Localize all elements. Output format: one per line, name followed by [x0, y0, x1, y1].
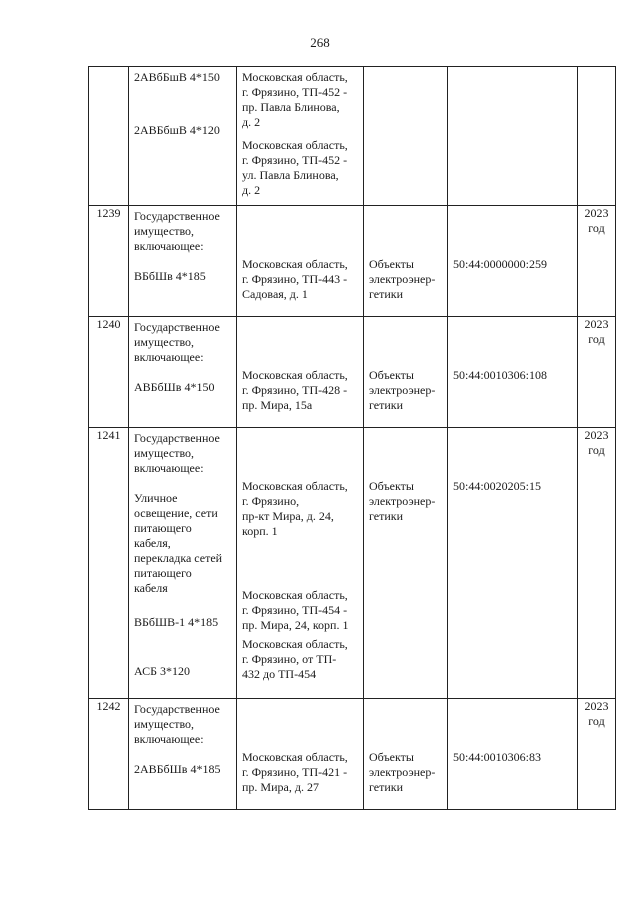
cadastral-cell — [448, 67, 578, 206]
address-cell — [237, 67, 364, 206]
year-cell — [578, 699, 616, 810]
name-cell — [129, 699, 237, 810]
address-cell — [237, 428, 364, 699]
object-address: Московская область, г. Фрязино, ТП-421 - пр. Мира, д. 27 — [242, 750, 348, 794]
row-heading: Государственное имущество, включающее: — [134, 702, 220, 746]
row-number: 1242 — [89, 699, 129, 810]
row-heading: Государственное имущество, включающее: — [134, 209, 220, 253]
year-value: 2023 год — [584, 206, 609, 235]
address-cell — [237, 317, 364, 428]
type-cell — [364, 699, 448, 810]
type-cell — [364, 67, 448, 206]
table-row — [89, 317, 616, 428]
object-type: Объекты электроэнер- гетики — [369, 257, 436, 301]
object-address: Московская область, г. Фрязино, пр-кт Мира, д. 24, корп. 1 — [242, 479, 348, 538]
name-cell — [129, 317, 237, 428]
table-row — [89, 699, 616, 810]
row-number: 1241 — [89, 428, 129, 699]
object-type: Объекты электроэнер- гетики — [369, 750, 436, 794]
object-type: Объекты электроэнер- гетики — [369, 479, 436, 523]
cadastral-number: 50:44:0010306:83 — [453, 750, 542, 764]
name-cell — [129, 206, 237, 317]
year-cell — [578, 317, 616, 428]
year-value: 2023 год — [584, 317, 609, 346]
cadastral-cell — [448, 206, 578, 317]
cadastral-cell — [448, 317, 578, 428]
cadastral-cell — [448, 428, 578, 699]
year-value: 2023 год — [584, 428, 609, 457]
type-cell — [364, 317, 448, 428]
row-heading: Государственное имущество, включающее: — [134, 320, 220, 364]
table-row-continuation — [89, 67, 616, 206]
object-name: АСБ 3*120 — [134, 664, 190, 678]
row-heading: Государственное имущество, включающее: — [134, 431, 220, 475]
object-name: ВБбШВ-1 4*185 — [134, 615, 219, 629]
type-cell — [364, 428, 448, 699]
number-cell — [89, 67, 129, 206]
object-address: Московская область, г. Фрязино, ТП-452 - ул. Павла Блинова, д. 2 — [242, 138, 348, 197]
cadastral-cell — [448, 699, 578, 810]
object-name: 2АВбБшВ 4*150 — [134, 70, 220, 84]
cadastral-number: 50:44:0000000:259 — [453, 257, 548, 271]
year-value: 2023 год — [584, 699, 609, 728]
address-cell — [237, 699, 364, 810]
object-address: Московская область, г. Фрязино, ТП-428 - пр. Мира, 15а — [242, 368, 348, 412]
year-cell — [578, 206, 616, 317]
table-row — [89, 206, 616, 317]
year-cell — [578, 428, 616, 699]
object-address: Московская область, г. Фрязино, ТП-452 - пр. Павла Блинова, д. 2 — [242, 70, 348, 129]
page-number: 268 — [310, 35, 330, 50]
table-row — [89, 428, 616, 699]
address-cell — [237, 206, 364, 317]
year-cell — [578, 67, 616, 206]
object-type: Объекты электроэнер- гетики — [369, 368, 436, 412]
property-registry-table — [88, 66, 616, 810]
object-name: ВБбШв 4*185 — [134, 269, 206, 283]
object-address: Московская область, г. Фрязино, ТП-454 - пр. Мира, 24, корп. 1 — [242, 588, 349, 632]
object-name: 2АВБбШв 4*185 — [134, 762, 221, 776]
row-number: 1240 — [89, 317, 129, 428]
object-address: Московская область, г. Фрязино, от ТП- 432 до ТП-454 — [242, 637, 348, 681]
object-name: Уличное освещение, сети питающего кабеля, перекладка сетей питающего кабеля — [134, 491, 223, 595]
object-name: 2АВБбшВ 4*120 — [134, 123, 220, 137]
cadastral-number: 50:44:0020205:15 — [453, 479, 542, 493]
cadastral-number: 50:44:0010306:108 — [453, 368, 548, 382]
name-cell — [129, 67, 237, 206]
name-cell — [129, 428, 237, 699]
object-address: Московская область, г. Фрязино, ТП-443 - Садовая, д. 1 — [242, 257, 348, 301]
row-number: 1239 — [89, 206, 129, 317]
object-name: АВБбШв 4*150 — [134, 380, 215, 394]
type-cell — [364, 206, 448, 317]
